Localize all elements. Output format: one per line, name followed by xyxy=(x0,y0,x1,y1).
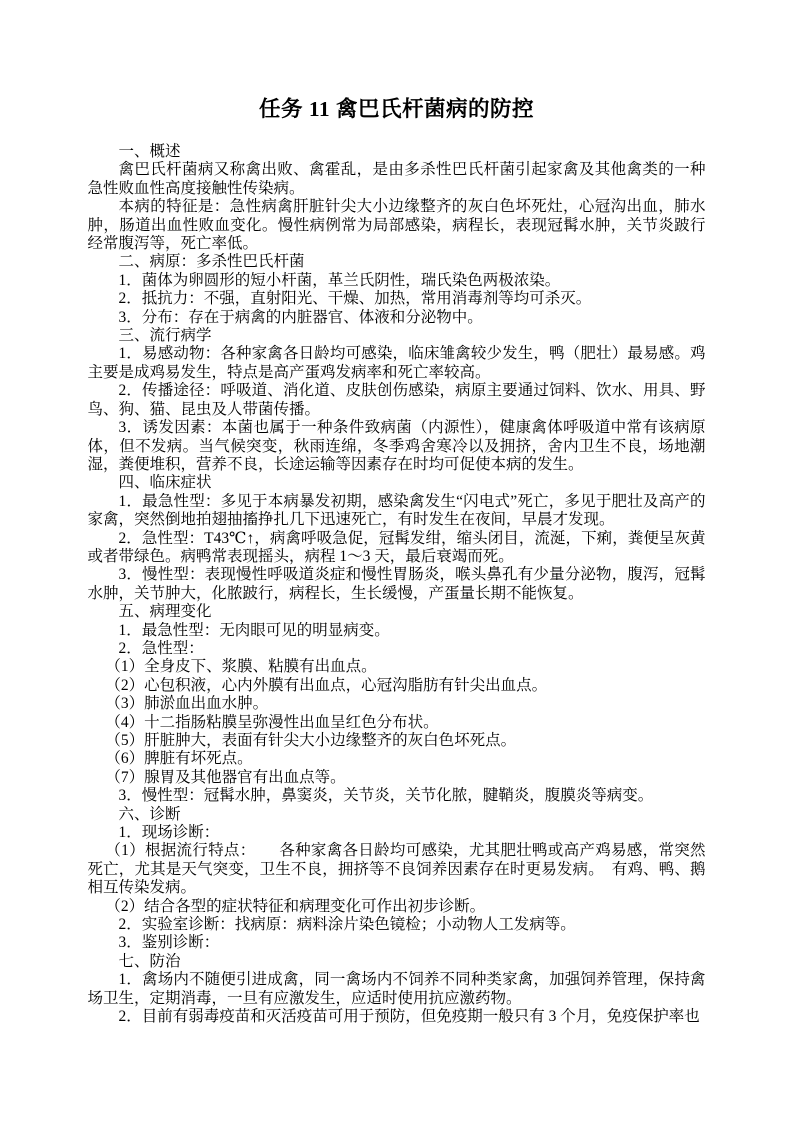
paragraph: （4）十二指肠粘膜呈弥漫性出血呈红色分布状。 xyxy=(105,713,439,731)
document-title: 任务 11 禽巴氏杆菌病的防控 xyxy=(258,97,535,121)
paragraph: （2）结合各型的症状特征和病理变化可作出初步诊断。 xyxy=(105,897,486,915)
paragraph: 2．实验室诊断：找病原：病料涂片染色镜检；小动物人工发病等。 xyxy=(118,916,576,934)
paragraph: 2．急性型：T43℃↑，病禽呼吸急促，冠髯发绀，缩头闭目，流涎，下痢，粪便呈灰黄或者带绿色。病鸭常表现摇头，病程 1～3 天，最后衰竭而死。 xyxy=(87,529,706,565)
paragraph: 2．目前有弱毒疫苗和灭活疫苗可用于预防，但免疫期一般只有 3 个月，免疫保护率也 xyxy=(118,1008,700,1026)
paragraph: （1）根据流行特点： 各种家禽各日龄均可感染，尤其肥壮鸭或高产鸡易感，常突然死亡，尤其是天气突变，卫生不良，拥挤等不良饲养因素存在时更易发病。 有鸡、鸭、鹅相互传染发病。 xyxy=(87,842,706,897)
paragraph: 2．抵抗力：不强，直射阳光、干燥、加热，常用消毒剂等均可杀灭。 xyxy=(118,290,592,308)
paragraph: 1．最急性型：无肉眼可见的明显病变。 xyxy=(118,621,390,639)
paragraph: （7）腺胃及其他器官有出血点等。 xyxy=(105,768,346,786)
paragraph: 3．鉴别诊断： xyxy=(118,934,220,952)
paragraph: 3．慢性型：表现慢性呼吸道炎症和慢性胃肠炎，喉头鼻孔有少量分泌物，腹泻，冠髯水肿，关节肿大，化脓跛行，病程长，生长缓慢，产蛋量长期不能恢复。 xyxy=(87,566,706,602)
paragraph: 3．分布：存在于病禽的内脏器官、体液和分泌物中。 xyxy=(118,308,483,326)
paragraph: 1．最急性型：多见于本病暴发初期，感染禽发生“闪电式”死亡，多见于肥壮及高产的家禽，突然倒地拍翅抽搐挣扎几下迅速死亡，有时发生在夜间，早晨才发现。 xyxy=(87,492,706,529)
paragraph: 本病的特征是：急性病禽肝脏针尖大小边缘整齐的灰白色坏死灶，心冠沟出血，肺水肿，肠道出血性败血变化。慢性病例常为局部感染，病程长，表现冠髯水肿，关节炎跛行经常腹泻等，死亡率低。 xyxy=(87,198,706,253)
paragraph: 1．菌体为卵圆形的短小杆菌，革兰氏阴性，瑞氏染色两极浓染。 xyxy=(118,271,561,289)
paragraph: 禽巴氏杆菌病又称禽出败、禽霍乱，是由多杀性巴氏杆菌引起家禽及其他禽类的一种急性败血性高度接触性传染病。 xyxy=(87,161,706,197)
paragraph: （3）肺淤血出血水肿。 xyxy=(105,695,269,713)
paragraph: 1．禽场内不随便引进成禽，同一禽场内不饲养不同种类家禽，加强饲养管理，保持禽场卫生，定期消毒，一旦有应激发生，应适时使用抗应激药物。 xyxy=(87,971,706,1007)
paragraph: 2．急性型： xyxy=(118,639,204,657)
paragraph: 2．传播途径：呼吸道、消化道、皮肤创伤感染，病原主要通过饲料、饮水、用具、野鸟、狗、猫、昆虫及人带菌传播。 xyxy=(87,382,706,418)
paragraph: （2）心包积液，心内外膜有出血点，心冠沟脂肪有针尖出血点。 xyxy=(105,676,548,694)
paragraph: 七、防治 xyxy=(118,952,181,970)
paragraph: 1．现场诊断： xyxy=(118,824,220,842)
paragraph: （5）肝脏肿大，表面有针尖大小边缘整齐的灰白色坏死点。 xyxy=(105,732,517,749)
paragraph: 二、病原：多杀性巴氏杆菌 xyxy=(118,253,305,271)
paragraph: 3．诱发因素：本菌也属于一种条件致病菌（内源性），健康禽体呼吸道中常有该病原体，但不发病。当气候突变，秋雨连绵，冬季鸡舍寒冷以及拥挤，舍内卫生不良，场地潮湿，粪便堆积，营养不良，长途运输等因素存在时均可促使本病的发生。 xyxy=(87,419,706,473)
paragraph: 1．易感动物：各种家禽各日龄均可感染，临床雏禽较少发生，鸭（肥壮）最易感。鸡主要是成鸡易发生，特点是高产蛋鸡发病率和死亡率较高。 xyxy=(87,345,706,381)
paragraph: 六、诊断 xyxy=(118,805,181,823)
paragraph: 四、临床症状 xyxy=(118,474,212,492)
paragraph: （1）全身皮下、浆膜、粘膜有出血点。 xyxy=(105,658,377,676)
paragraph: （6）脾脏有坏死点。 xyxy=(105,750,253,768)
document-body xyxy=(88,143,706,1027)
paragraph: 3．慢性型：冠髯水肿，鼻窦炎，关节炎，关节化脓，腱鞘炎，腹膜炎等病变。 xyxy=(118,787,654,805)
paragraph: 三、流行病学 xyxy=(118,327,212,345)
paragraph: 一、概述 xyxy=(118,143,181,160)
paragraph: 五、病理变化 xyxy=(118,603,212,621)
